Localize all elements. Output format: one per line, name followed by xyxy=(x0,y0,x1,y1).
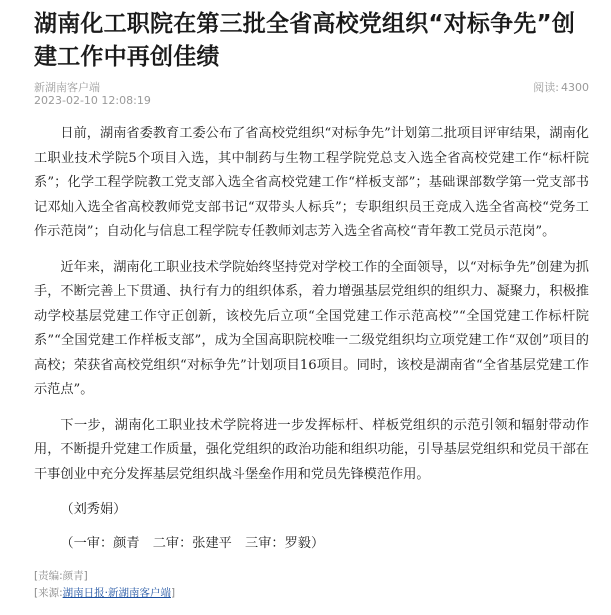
source-link[interactable]: 湖南日报·新湖南客户端 xyxy=(62,587,171,599)
source-credit xyxy=(34,585,589,602)
article-paragraph-2: 近年来，湖南化工职业技术学院始终坚持党对学校工作的全面领导，以“对标争先”创建为抓手，不断完善上下贯通、执行有力的组织体系，着力增强基层党组织的组织力、凝聚力，积极推动学校基层党建工作守正创新，该校先后立项“全国党建工作示范高校”“全国党建工作标杆院系”“全国党建工作样板支部”，成为全国高职院校唯一二级党组织均立项党建工作“双创”项目的高校；荣获省高校党组织“对标争先”计划项目16项目。同时，该校是湖南省“全省基层党建工作示范点”。 xyxy=(34,259,589,397)
article-paragraph-3: 下一步，湖南化工职业技术学院将进一步发挥标杆、样板党组织的示范引领和辐射带动作用，不断提升党建工作质量，强化党组织的政治功能和组织功能，引导基层党组织和党员干部在干事创业中充分发挥基层党组织战斗堡垒作用和党员先锋模范作用。 xyxy=(34,417,589,482)
source-credit-suffix: ] xyxy=(170,587,176,599)
article-body xyxy=(34,122,589,556)
source-credit-prefix: [来源: xyxy=(34,587,63,599)
article-timestamp: 2023-02-10 12:08:19 xyxy=(34,94,151,107)
read-count xyxy=(531,79,589,95)
read-count-label: 阅读: xyxy=(533,81,559,94)
article-title: 湖南化工职院在第三批全省高校党组织“对标争先”创建工作中再创佳绩 xyxy=(34,11,576,70)
article-meta xyxy=(34,76,589,110)
read-count-value: 4300 xyxy=(561,81,589,94)
editor-credit: [责编:颜青] xyxy=(34,570,88,582)
article-paragraph-1: 日前，湖南省委教育工委公布了省高校党组织“对标争先”计划第二批项目评审结果，湖南化工职业技术学院5个项目入选，其中制药与生物工程学院党总支入选全省高校党建工作“标杆院系”；化学工程学院教工党支部入选全省高校党建工作“样板支部”；基础课部数学第一党支部书记邓灿入选全省高校教师党支部书记“双带头人标兵”；专职组织员王竞成入选全省高校“党务工作示范岗”；自动化与信息工程学院专任教师刘志芳入选全省高校“青年教工党员示范岗”。 xyxy=(34,126,589,239)
article-source: 新湖南客户端 xyxy=(34,81,100,94)
article-author: （刘秀娟） xyxy=(60,502,127,517)
article-reviewers: （一审：颜青 二审：张建平 三审：罗毅） xyxy=(60,536,325,551)
article-footer xyxy=(34,568,589,602)
